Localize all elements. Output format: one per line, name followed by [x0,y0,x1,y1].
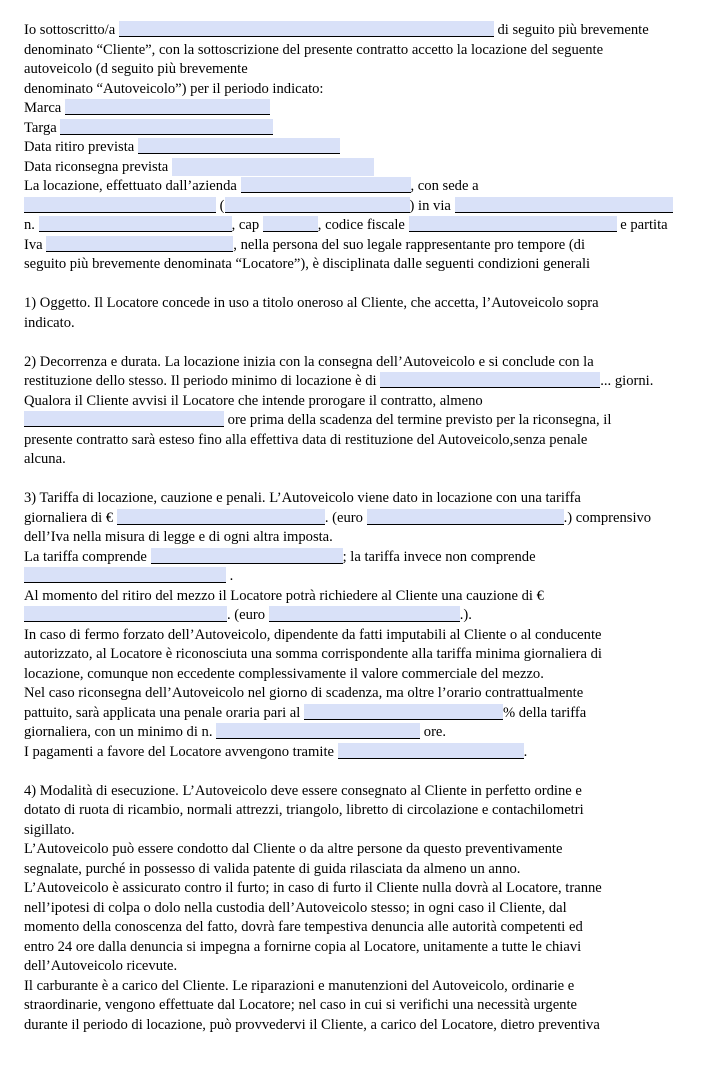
text-line [24,197,693,217]
text-line: autoveicolo (d seguito più brevemente [24,61,248,77]
text: Data ritiro prevista [24,139,138,155]
text-line [24,606,693,626]
text-line [24,704,693,724]
text-line: alcuna. [24,451,66,467]
field-codice-fiscale[interactable] [409,216,617,232]
text-line: 1) Oggetto. Il Locatore concede in uso a titolo oneroso al Cliente, che accetta, l’Autoveicolo sopra [24,295,599,311]
field-ore-preavviso[interactable] [24,411,224,427]
field-tariffa-giornaliera-lettere[interactable] [367,509,564,525]
text: Marca [24,100,65,116]
text-line [24,177,693,197]
text-line: L’Autoveicolo è assicurato contro il furto; in caso di furto il Cliente nulla dovrà al Locatore, tranne [24,880,602,896]
text-line: durante il periodo di locazione, può provvedervi il Cliente, a carico del Locatore, dietro preventiva [24,1016,600,1033]
text: , nella persona del suo legale rappresentante pro tempore (di [233,236,586,253]
text-line: 2) Decorrenza e durata. La locazione inizia con la consegna dell’Autoveicolo e si conclude con la [24,353,594,370]
field-partita-iva[interactable] [46,236,233,252]
text-line: L’Autoveicolo può essere condotto dal Cliente o da altre persone da questo preventivamente [24,841,563,857]
field-numero-civico[interactable] [39,216,232,232]
text: La locazione, effettuato dall’azienda [24,178,241,194]
text-line [24,21,693,41]
field-cauzione-lettere[interactable] [269,606,460,622]
field-sede-citta[interactable] [24,197,216,213]
text: ore. [420,724,447,740]
field-tariffa-non-comprende[interactable] [24,567,226,583]
field-marca[interactable] [65,99,270,115]
field-penale-percentuale[interactable] [304,704,503,720]
paragraph-gap [24,275,693,295]
text-line: In caso di fermo forzato dell’Autoveicolo, dipendente da fatti imputabili al Cliente o al conducente [24,626,602,643]
text: pattuito, sarà applicata una penale oraria pari al [24,704,304,721]
text-line [24,509,693,529]
text: restituzione dello stesso. Il periodo minimo di locazione è di [24,373,381,389]
text: , con sede a [410,178,479,194]
text: , cap [231,217,263,233]
text-line [24,236,693,256]
text: ; la tariffa invece non comprende [342,548,536,565]
text-line: presente contratto sarà esteso fino alla effettiva data di restituzione del Autoveicolo,senza penale [24,431,588,448]
text-line [24,138,693,158]
text-line [24,158,693,178]
text-line [24,743,693,763]
text: . [523,743,528,760]
field-targa[interactable] [60,119,273,135]
field-penale-ore-minime[interactable] [216,723,420,739]
field-data-ritiro[interactable] [138,138,340,154]
text: . [226,568,234,584]
text: .). [459,607,472,623]
text-line: Nel caso riconsegna dell’Autoveicolo nel giorno di scadenza, ma oltre l’orario contrattualmente [24,685,584,701]
text-line: dotato di ruota di ricambio, normali attrezzi, triangolo, libretto di circolazione e contachilometri [24,802,584,818]
text: Targa [24,119,61,136]
text-line [24,119,693,139]
text-line: straordinarie, vengono effettuate dal Locatore; nel caso in cui si verifichi una necessità urgente [24,997,577,1013]
text-line: Qualora il Cliente avvisi il Locatore che intende prorogare il contratto, almeno [24,392,483,409]
field-via[interactable] [455,197,673,213]
text-line: Il carburante è a carico del Cliente. Le riparazioni e manutenzioni del Autoveicolo, ordinarie e [24,977,575,994]
text-line: dell’Iva nella misura di legge e di ogni altra imposta. [24,529,333,545]
text-line: 3) Tariffa di locazione, cauzione e penali. L’Autoveicolo viene dato in locazione con una tariffa [24,490,581,506]
text-line: dell’Autoveicolo ricevute. [24,958,178,974]
text: e partita [616,217,668,233]
text-line [24,548,693,568]
field-cliente-nome[interactable] [119,21,494,37]
text-line: autorizzato, al Locatore è riconosciuta una somma corrispondente alla tariffa minima giornaliera di [24,646,602,662]
text: . (euro [227,607,269,623]
text: , codice fiscale [317,217,409,233]
text-line [24,216,693,236]
text-line: indicato. [24,314,75,331]
text-line [24,99,693,119]
text-line: locazione, comunque non eccedente complessivamente il valore commerciale del mezzo. [24,665,544,682]
text-line [24,411,693,431]
text-line: 4) Modalità di esecuzione. L’Autoveicolo deve essere consegnato al Cliente in perfetto ordine e [24,782,582,799]
text-line: denominato “Cliente”, con la sottoscrizione del presente contratto accetto la locazione del seguente [24,41,604,58]
text-line: denominato “Autoveicolo”) per il periodo indicato: [24,80,324,97]
field-sede-provincia[interactable] [225,197,410,213]
text-line: sigillato. [24,821,75,838]
paragraph-gap [24,333,693,353]
text: n. [24,217,39,233]
field-azienda[interactable] [241,177,411,193]
paragraph-gap [24,470,693,490]
text: Data riconsegna prevista [24,158,172,175]
field-tariffa-comprende[interactable] [151,548,343,564]
text: giornaliera di € [24,509,117,526]
text: % della tariffa [502,704,587,721]
text-line: Al momento del ritiro del mezzo il Locatore potrà richiedere al Cliente una cauzione di € [24,587,544,604]
text-line [24,372,693,392]
text: . (euro [324,509,367,526]
text: ( [216,197,225,214]
text-line: seguito più brevemente denominata “Locatore”), è disciplinata dalle seguenti condizioni generali [24,256,591,272]
text-line [24,567,693,587]
field-cap[interactable] [263,216,318,232]
field-modalita-pagamento[interactable] [338,743,524,759]
text-line [24,723,693,743]
text: Iva [24,236,47,253]
text: Io sottoscritto/a [24,22,119,38]
text-line: segnalate, purché in possesso di valida patente di guida rilasciata da almeno un anno. [24,860,521,877]
text-line: nell’ipotesi di colpa o dolo nella custodia dell’Autoveicolo stesso; in ogni caso il Cliente, dal [24,899,567,916]
text: La tariffa comprende [24,548,151,565]
paragraph-gap [24,762,693,782]
text-line: entro 24 ore dalla denuncia si impegna a fornirne copia al Locatore, unitamente a tutte le chiavi [24,938,582,955]
text: di seguito più brevemente [493,22,649,38]
field-periodo-minimo-giorni[interactable] [380,372,600,388]
text: ... giorni. [600,373,654,389]
field-cauzione-cifre[interactable] [24,606,227,622]
text: ore prima della scadenza del termine previsto per la riconsegna, il [224,412,612,428]
field-tariffa-giornaliera-cifre[interactable] [117,509,325,525]
field-data-riconsegna[interactable] [172,158,374,176]
text: .) comprensivo [563,509,652,526]
text-line: momento della conoscenza del fatto, dovrà fare tempestiva denuncia alle autorità competenti ed [24,919,583,935]
text: I pagamenti a favore del Locatore avvengono tramite [24,743,338,760]
text: ) in via [409,197,455,214]
text: giornaliera, con un minimo di n. [24,724,217,740]
